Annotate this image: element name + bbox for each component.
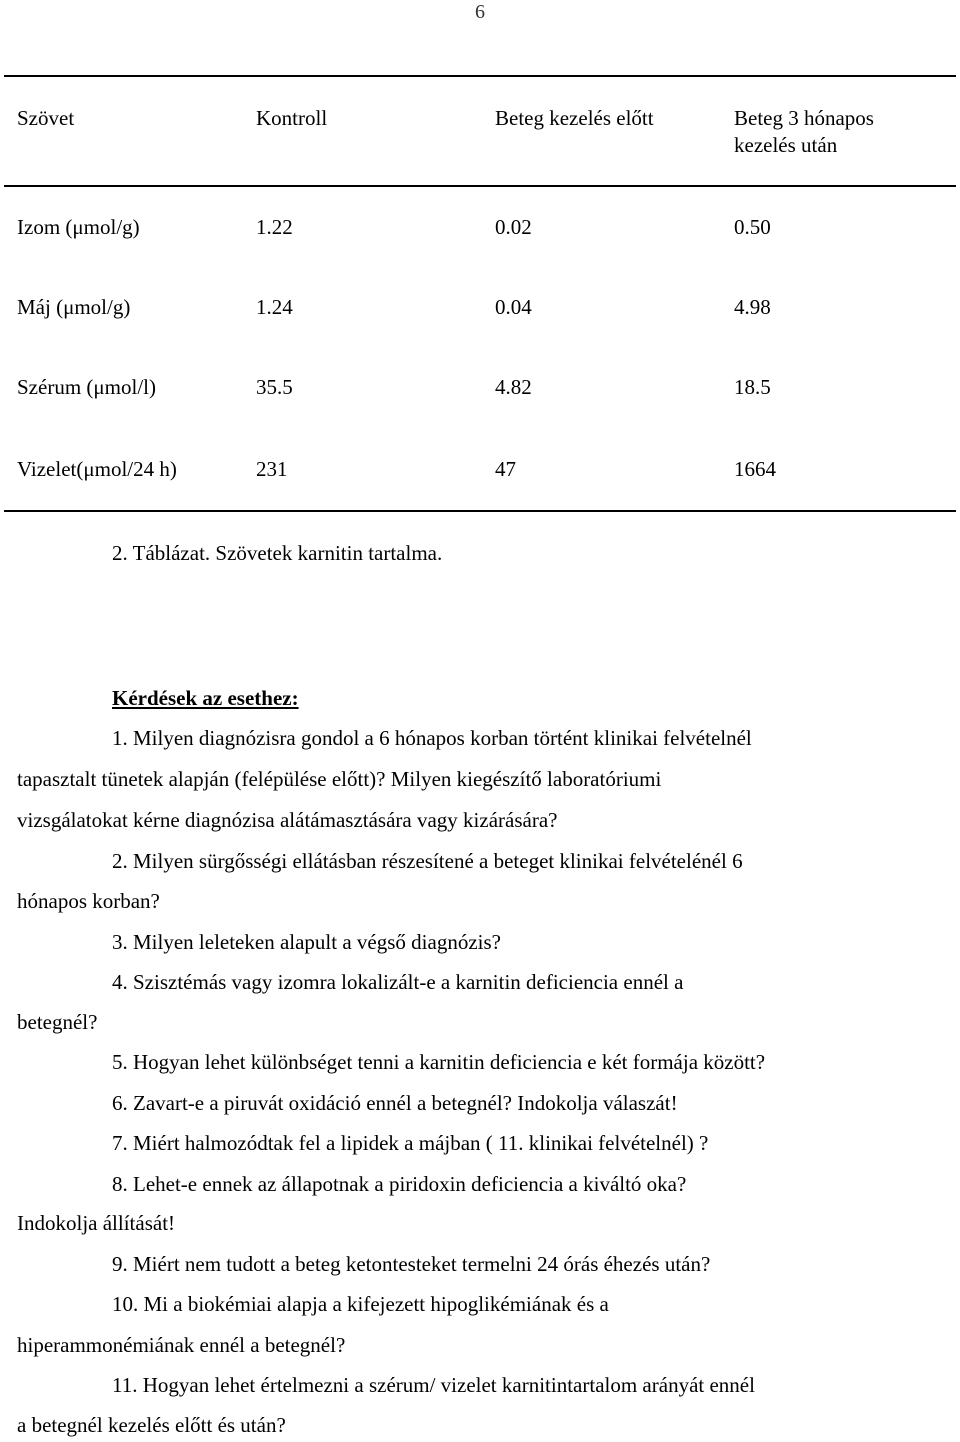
question-line: 11. Hogyan lehet értelmezni a szérum/ vizelet karnitintartalom arányát ennél bbox=[112, 1373, 755, 1397]
table-caption: 2. Táblázat. Szövetek karnitin tartalma. bbox=[112, 541, 443, 565]
table-cell: 4.98 bbox=[734, 295, 771, 319]
question-line: hónapos korban? bbox=[17, 889, 160, 913]
table-cell: Máj (μmol/g) bbox=[17, 295, 131, 319]
header-after-treatment-line2: kezelés után bbox=[734, 133, 838, 157]
header-after-treatment-line1: Beteg 3 hónapos bbox=[734, 106, 874, 130]
question-line: 1. Milyen diagnózisra gondol a 6 hónapos korban történt klinikai felvételnél bbox=[112, 726, 752, 750]
table-cell: 231 bbox=[256, 457, 288, 481]
table-bottom-rule bbox=[4, 510, 956, 512]
question-line: tapasztalt tünetek alapján (felépülése előtt)? Milyen kiegészítő laboratóriumi bbox=[17, 767, 662, 791]
page-number: 6 bbox=[475, 1, 485, 23]
questions-heading: Kérdések az esethez: bbox=[112, 686, 299, 710]
question-line: vizsgálatokat kérne diagnózisa alátámasztására vagy kizárására? bbox=[17, 808, 558, 832]
table-cell: Izom (μmol/g) bbox=[17, 215, 140, 239]
header-before-treatment: Beteg kezelés előtt bbox=[495, 106, 654, 130]
table-cell: 0.04 bbox=[495, 295, 532, 319]
question-line: 7. Miért halmozódtak fel a lipidek a májban ( 11. klinikai felvételnél) ? bbox=[112, 1131, 709, 1155]
table-cell: 18.5 bbox=[734, 375, 771, 399]
question-line: 4. Szisztémás vagy izomra lokalizált-e a karnitin deficiencia ennél a bbox=[112, 970, 684, 994]
question-line: Indokolja állítását! bbox=[17, 1211, 176, 1235]
table-cell: 1664 bbox=[734, 457, 776, 481]
question-line: hiperammonémiának ennél a betegnél? bbox=[17, 1333, 346, 1357]
table-cell: Vizelet(μmol/24 h) bbox=[17, 457, 177, 481]
question-line: 6. Zavart-e a piruvát oxidáció ennél a betegnél? Indokolja válaszát! bbox=[112, 1091, 678, 1115]
question-line: 2. Milyen sürgősségi ellátásban részesítené a beteget klinikai felvételénél 6 bbox=[112, 849, 743, 873]
table-cell: 4.82 bbox=[495, 375, 532, 399]
table-cell: Szérum (μmol/l) bbox=[17, 375, 156, 399]
question-line: betegnél? bbox=[17, 1010, 98, 1034]
header-tissue: Szövet bbox=[17, 106, 75, 130]
table-cell: 1.24 bbox=[256, 295, 293, 319]
question-line: 8. Lehet-e ennek az állapotnak a piridoxin deficiencia a kiváltó oka? bbox=[112, 1172, 687, 1196]
question-line: 9. Miért nem tudott a beteg ketontesteket termelni 24 órás éhezés után? bbox=[112, 1252, 711, 1276]
table-cell: 0.50 bbox=[734, 215, 771, 239]
table-header-rule bbox=[4, 185, 956, 187]
question-line: 3. Milyen leleteken alapult a végső diagnózis? bbox=[112, 930, 501, 954]
table-cell: 0.02 bbox=[495, 215, 532, 239]
question-line: a betegnél kezelés előtt és után? bbox=[17, 1413, 286, 1437]
table-cell: 1.22 bbox=[256, 215, 293, 239]
header-control: Kontroll bbox=[256, 106, 328, 130]
table-cell: 47 bbox=[495, 457, 516, 481]
question-line: 5. Hogyan lehet különbséget tenni a karnitin deficiencia e két formája között? bbox=[112, 1050, 766, 1074]
table-cell: 35.5 bbox=[256, 375, 293, 399]
question-line: 10. Mi a biokémiai alapja a kifejezett hipoglikémiának és a bbox=[112, 1292, 609, 1316]
table-top-rule bbox=[4, 75, 956, 77]
